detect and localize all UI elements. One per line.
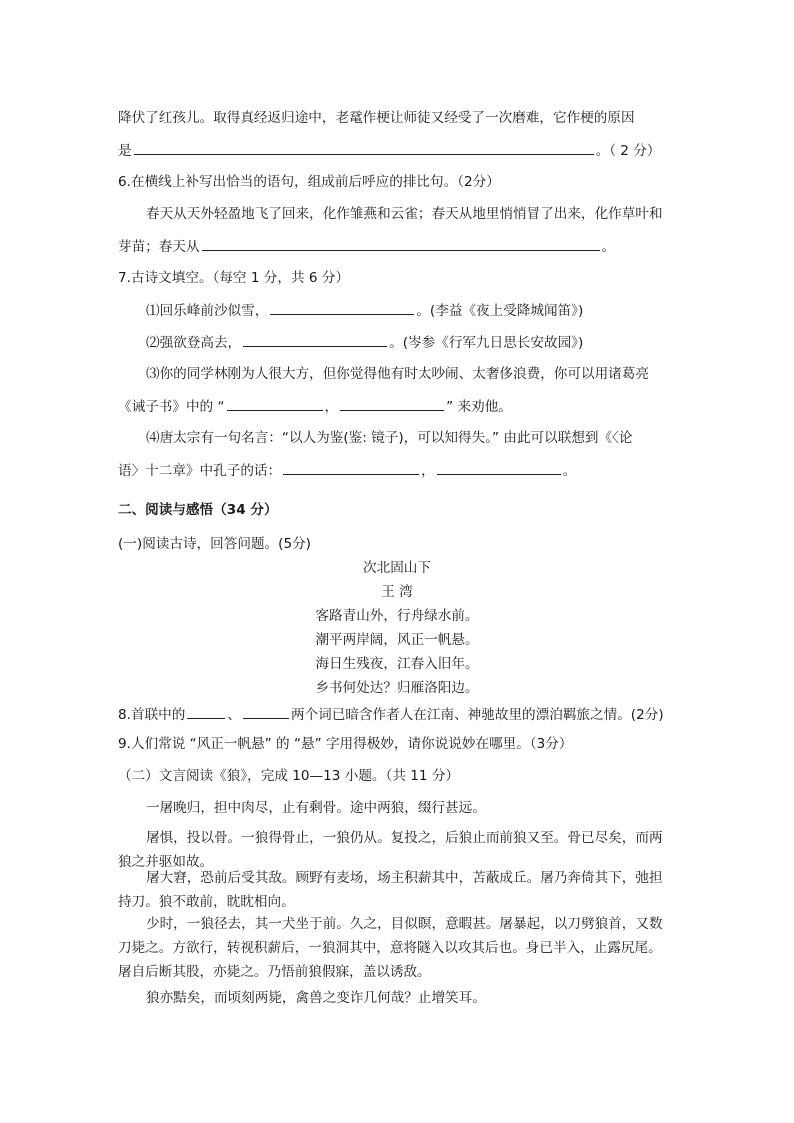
q7-item4-line2-prefix: 语〉十二章》中孔子的话： xyxy=(118,463,282,479)
q7-item1-blank[interactable] xyxy=(270,300,414,315)
q7-prompt: 7.古诗文填空。（每空 1 分，共 6 分） xyxy=(118,270,350,286)
q7-item3-line1: ⑶你的同学林刚为人很大方，但你觉得他有时太吵闹、太奢侈浪费，你可以用诸葛亮 xyxy=(146,366,649,382)
q7-item2-blank[interactable] xyxy=(243,332,387,347)
poem-line-3: 海日生残夜，江春入旧年。 xyxy=(315,656,479,672)
q7-item3-blank1[interactable] xyxy=(227,396,323,411)
q6-prompt: 6.在横线上补写出恰当的语句，组成前后呼应的排比句。（2分） xyxy=(118,174,500,190)
q7-item1 xyxy=(146,300,583,321)
poem-line-2: 潮平两岸阔，风正一帆悬。 xyxy=(315,632,479,648)
poem-line-4: 乡书何处达？归雁洛阳边。 xyxy=(315,680,479,696)
q7-item1-suffix: 。(李益《夜上受降城闻笛》) xyxy=(416,303,584,319)
q6-answer-blank[interactable] xyxy=(202,236,600,251)
q8-prefix: 8.首联中的 xyxy=(118,707,186,723)
q7-item3-line2-prefix: 《诫子书》中的 “ xyxy=(118,399,225,415)
q8-line xyxy=(118,704,664,725)
q7-item4-line1: ⑷唐太宗有一句名言：“以人为鉴(鉴: 镜子)，可以知得失。” 由此可以联想到《〈论 xyxy=(146,430,633,446)
q5-line1: 降伏了红孩儿。取得真经返归途中，老鼋作梗让师徒又经受了一次磨难，它作梗的原因 xyxy=(118,110,635,126)
q6-line2 xyxy=(118,236,615,257)
q5-line2-suffix: 。（ 2 分） xyxy=(595,143,661,159)
prose-p5: 狼亦黠矣，而顷刻两毙，禽兽之变诈几何哉？止增笑耳。 xyxy=(146,990,486,1006)
poem-line-1: 客路青山外，行舟绿水前。 xyxy=(315,608,479,624)
q7-item3-blank2[interactable] xyxy=(340,396,444,411)
q7-item3-line2 xyxy=(118,396,512,417)
q8-mid: 、 xyxy=(227,707,241,723)
poem-intro: (一)阅读古诗，回答问题。(5分) xyxy=(118,536,311,552)
q6-line2-prefix: 芽苗；春天从 xyxy=(118,239,200,255)
q5-answer-blank[interactable] xyxy=(134,140,594,155)
q8-blank1[interactable] xyxy=(187,704,225,719)
q7-item3-line2-mid: ， xyxy=(324,399,339,415)
q8-blank2[interactable] xyxy=(243,704,289,719)
q7-item4-line2-mid: ， xyxy=(421,463,435,479)
prose-intro: （二）文言阅读《狼》，完成 10—13 小题。（共 11 分） xyxy=(118,768,460,784)
q5-line2 xyxy=(118,140,660,161)
q7-item4-line2 xyxy=(118,460,576,481)
poem-author: 王 湾 xyxy=(381,584,413,600)
prose-p4-line2: 刀毙之。方欲行，转视积薪后，一狼洞其中，意将隧入以攻其后也。身已半入，止露尻尾。 xyxy=(118,940,662,956)
prose-p3-line2: 持刀。狼不敢前，眈眈相向。 xyxy=(118,894,295,910)
q7-item1-prefix: ⑴回乐峰前沙似雪， xyxy=(146,303,269,319)
q9-prompt: 9.人们常说 “风正一帆悬” 的 “悬” 字用得极妙，请你说说妙在哪里。（3分） xyxy=(118,736,573,752)
q7-item3-line2-suffix: ” 来劝他。 xyxy=(446,399,512,415)
prose-p2-line1: 屠惧，投以骨。一狼得骨止，一狼仍从。复投之，后狼止而前狼又至。骨已尽矣，而两 xyxy=(146,830,663,846)
q7-item2-suffix: 。(岑参《行军九日思长安故园》) xyxy=(389,335,584,351)
prose-p3-line1: 屠大窘，恐前后受其敌。顾野有麦场，场主积薪其中，苫蔽成丘。屠乃奔倚其下，弛担 xyxy=(146,870,663,886)
poem-title: 次北固山下 xyxy=(363,560,431,576)
prose-p4-line3: 屠自后断其股，亦毙之。乃悟前狼假寐，盖以诱敌。 xyxy=(118,964,431,980)
prose-p2-line2: 狼之并驱如故。 xyxy=(118,854,214,870)
q5-line2-prefix: 是 xyxy=(118,143,132,159)
q7-item4-blank2[interactable] xyxy=(437,460,561,475)
q6-line1: 春天从天外轻盈地飞了回来，化作雏燕和云雀；春天从地里悄悄冒了出来，化作草叶和 xyxy=(146,206,663,222)
q7-item2-prefix: ⑵强欲登高去， xyxy=(146,335,242,351)
q8-suffix: 两个词已暗含作者人在江南、神驰故里的漂泊羁旅之情。(2分) xyxy=(290,707,664,723)
section2-heading: 二、阅读与感悟（34 分） xyxy=(118,502,278,518)
q7-item4-line2-suffix: 。 xyxy=(562,463,577,479)
q7-item4-blank1[interactable] xyxy=(283,460,419,475)
q7-item2 xyxy=(146,332,583,353)
prose-p4-line1: 少时，一狼径去，其一犬坐于前。久之，目似瞑，意暇甚。屠暴起，以刀劈狼首，又数 xyxy=(146,916,663,932)
q6-line2-suffix: 。 xyxy=(601,239,616,255)
prose-p1: 一屠晚归，担中肉尽，止有剩骨。途中两狼，缀行甚远。 xyxy=(146,800,486,816)
